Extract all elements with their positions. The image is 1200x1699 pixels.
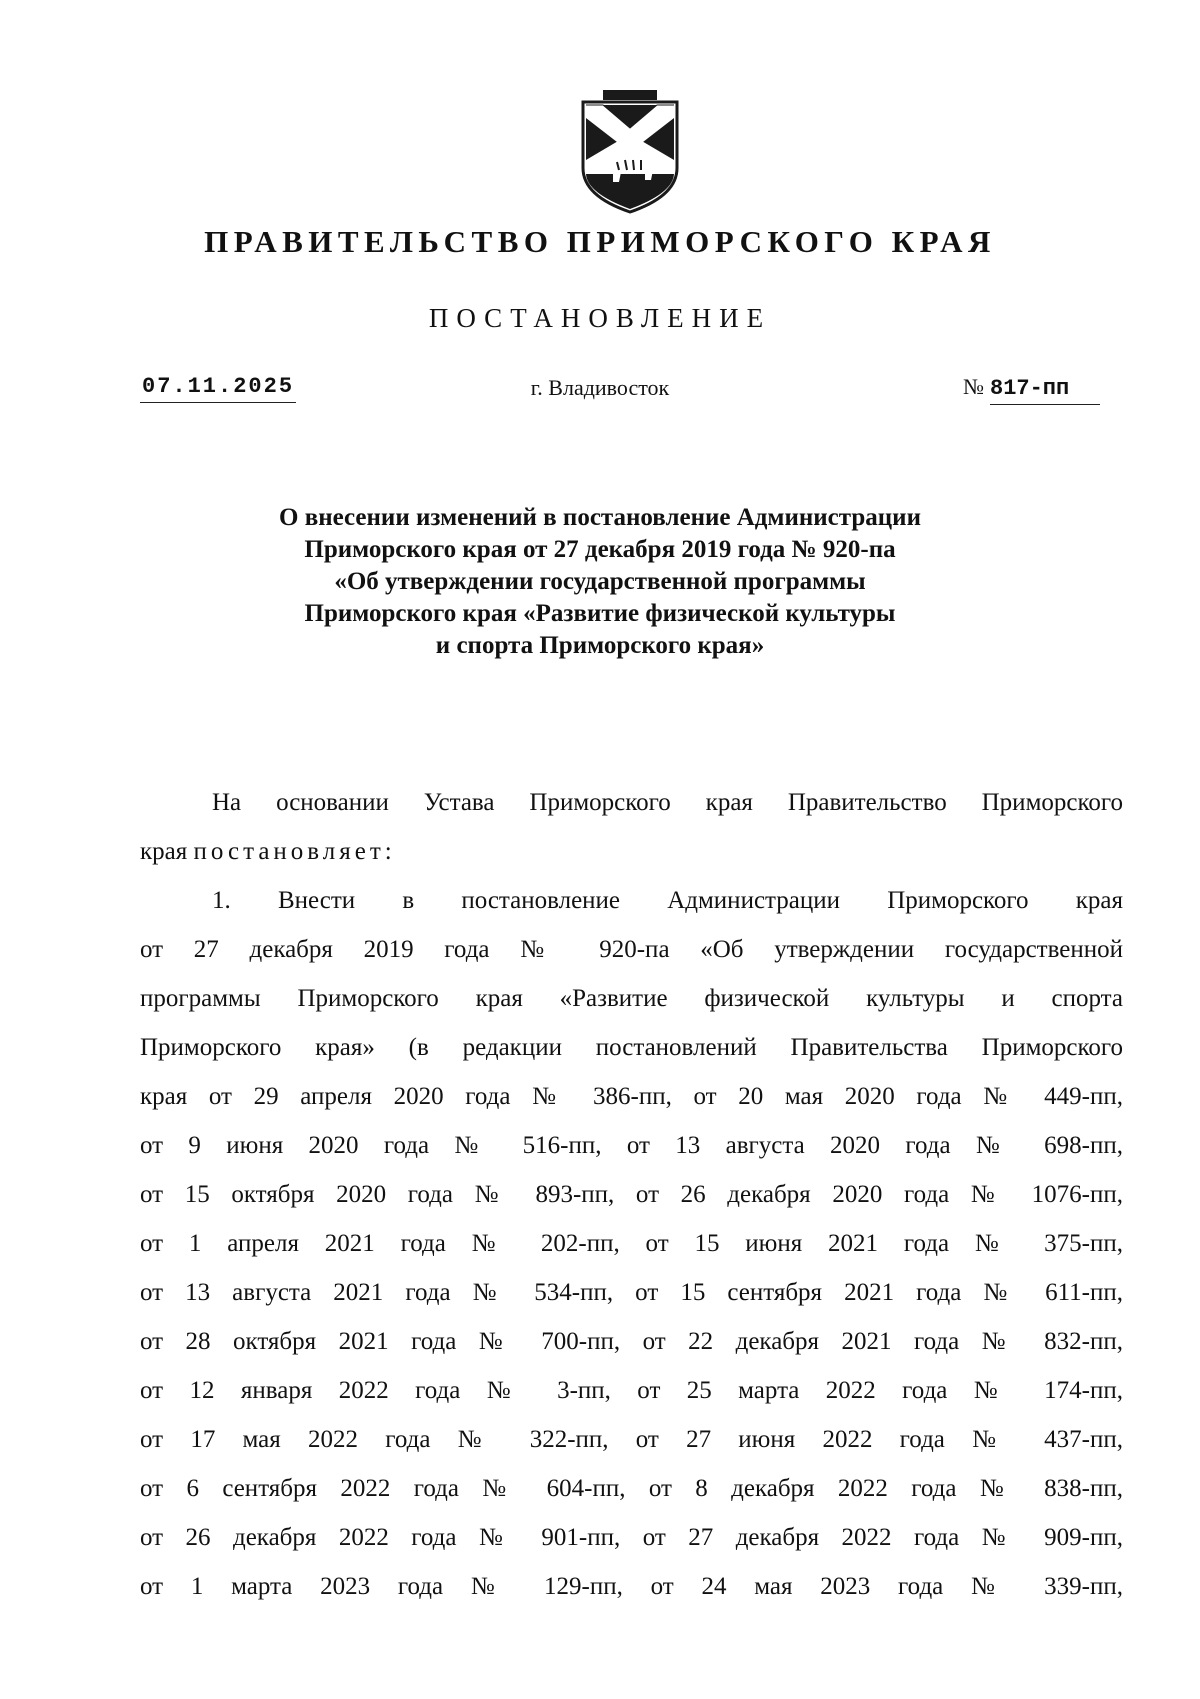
document-date: 07.11.2025 — [140, 374, 296, 403]
subject-line: Приморского края «Развитие физической культуры — [304, 600, 896, 627]
body-line: программы Приморского края «Развитие физической культуры и спорта — [140, 985, 1123, 1012]
body-line: края от 29 апреля 2020 года № 386-пп, от 20 мая 2020 года № 449-пп, — [140, 1083, 1123, 1110]
body-line-prefix: края — [140, 838, 188, 865]
body-line: от 28 октября 2021 года № 700-пп, от 22 декабря 2021 года № 832-пп, — [140, 1328, 1123, 1355]
number-value: 817-пп — [990, 376, 1100, 405]
subject-line: и спорта Приморского края» — [435, 632, 765, 659]
body-line-resolves — [140, 827, 1123, 876]
body-line: от 1 апреля 2021 года № 202-пп, от 15 июня 2021 года № 375-пп, — [140, 1230, 1123, 1257]
body-line: На основании Устава Приморского края Правительство Приморского — [212, 789, 1123, 816]
number-sign: № — [963, 374, 984, 399]
body-line: 1. Внести в постановление Администрации Приморского края — [212, 887, 1123, 914]
body-line: от 12 января 2022 года № 3-пп, от 25 марта 2022 года № 174-пп, — [140, 1377, 1123, 1404]
primorsky-krai-coat-of-arms-icon — [573, 90, 687, 216]
subject-line: Приморского края от 27 декабря 2019 года № 920-па — [304, 536, 896, 563]
subject-line: О внесении изменений в постановление Администрации — [279, 504, 921, 531]
document-city: г. Владивосток — [530, 375, 670, 400]
body-line: от 17 мая 2022 года № 322-пп, от 27 июня 2022 года № 437-пп, — [140, 1426, 1123, 1453]
document-type: ПОСТАНОВЛЕНИЕ — [428, 303, 772, 333]
body-line: от 9 июня 2020 года № 516-пп, от 13 августа 2020 года № 698-пп, — [140, 1132, 1123, 1159]
document-number — [963, 374, 1100, 405]
body-line: от 26 декабря 2022 года № 901-пп, от 27 декабря 2022 года № 909-пп, — [140, 1524, 1123, 1551]
resolves-word: постановляет: — [193, 838, 396, 865]
subject-line: «Об утверждении государственной программы — [334, 568, 866, 595]
body-line: от 13 августа 2021 года № 534-пп, от 15 сентября 2021 года № 611-пп, — [140, 1279, 1123, 1306]
document-body — [140, 778, 1123, 1611]
body-line: от 1 марта 2023 года № 129-пп, от 24 мая 2023 года № 339-пп, — [140, 1573, 1123, 1600]
organization-title: ПРАВИТЕЛЬСТВО ПРИМОРСКОГО КРАЯ — [204, 224, 996, 259]
body-line: от 27 декабря 2019 года № 920-па «Об утверждении государственной — [140, 936, 1123, 963]
body-line: от 6 сентября 2022 года № 604-пп, от 8 декабря 2022 года № 838-пп, — [140, 1475, 1123, 1502]
body-line: от 15 октября 2020 года № 893-пп, от 26 декабря 2020 года № 1076-пп, — [140, 1181, 1123, 1208]
document-subject — [0, 502, 1200, 662]
body-line: Приморского края» (в редакции постановлений Правительства Приморского — [140, 1034, 1123, 1061]
